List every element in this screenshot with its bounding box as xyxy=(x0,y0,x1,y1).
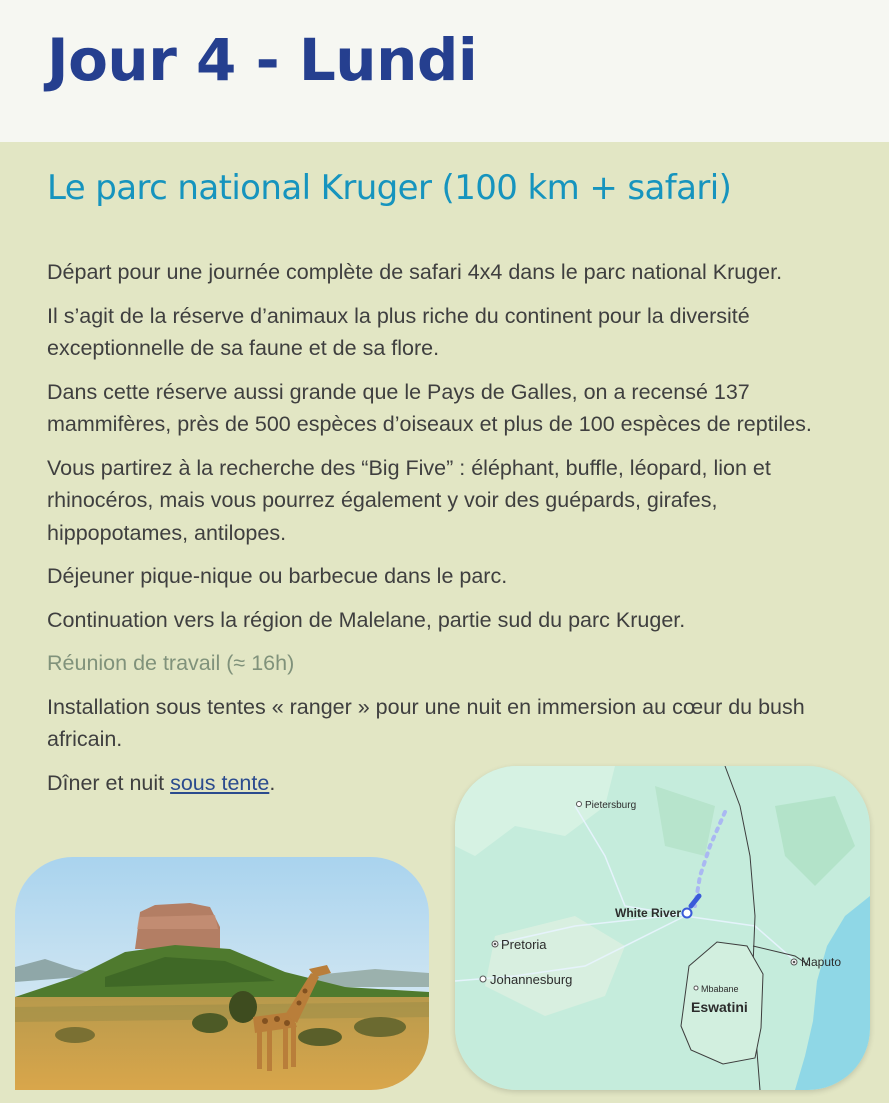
map-label-white-river: White River xyxy=(615,906,682,920)
map-label-pietersburg: Pietersburg xyxy=(585,800,637,811)
day-title: Jour 4 - Lundi xyxy=(47,26,478,94)
paragraph-stats: Dans cette réserve aussi grande que le Pays de Galles, on a recensé 137 mammifères, près de 500 espèces d’oiseaux et plus de 100 espèces de reptiles. xyxy=(47,379,812,436)
map-label-eswatini: Eswatini xyxy=(691,999,748,1015)
header xyxy=(0,0,889,142)
section-title: Le parc national Kruger (100 km + safari) xyxy=(47,168,732,208)
paragraph-departure: Départ pour une journée complète de safari 4x4 dans le parc national Kruger. xyxy=(47,260,783,284)
paragraph-continuation: Continuation vers la région de Malelane, partie sud du parc Kruger. xyxy=(47,607,686,632)
paragraph-big-five: Vous partirez à la recherche des “Big Five” : éléphant, buffle, léopard, lion et rhinocéros, mais vous pourrez également y voir des guépards, girafes, hippopotames, antilopes. xyxy=(47,455,771,545)
map-label-mbabane: Mbabane xyxy=(701,984,739,994)
itinerary-description xyxy=(47,256,847,810)
map-label-maputo: Maputo xyxy=(801,955,842,969)
safari-photo xyxy=(15,857,429,1090)
dinner-suffix: . xyxy=(269,770,276,795)
dinner-text: Dîner et nuit xyxy=(47,770,171,795)
paragraph-meeting: Réunion de travail (≈ 16h) xyxy=(47,651,295,675)
route-map[interactable] xyxy=(455,766,870,1090)
paragraph-installation: Installation sous tentes « ranger » pour une nuit en immersion au cœur du bush africain. xyxy=(47,694,805,751)
map-label-pretoria: Pretoria xyxy=(501,937,547,952)
paragraph-lunch: Déjeuner pique-nique ou barbecue dans le parc. xyxy=(47,564,508,588)
paragraph-reserve: Il s’agit de la réserve d’animaux la plus riche du continent pour la diversité exceptionnelle de sa faune et de sa flore. xyxy=(47,303,750,360)
map-label-johannesburg: Johannesburg xyxy=(490,972,573,987)
sous-tente-link[interactable]: sous tente xyxy=(170,770,270,795)
